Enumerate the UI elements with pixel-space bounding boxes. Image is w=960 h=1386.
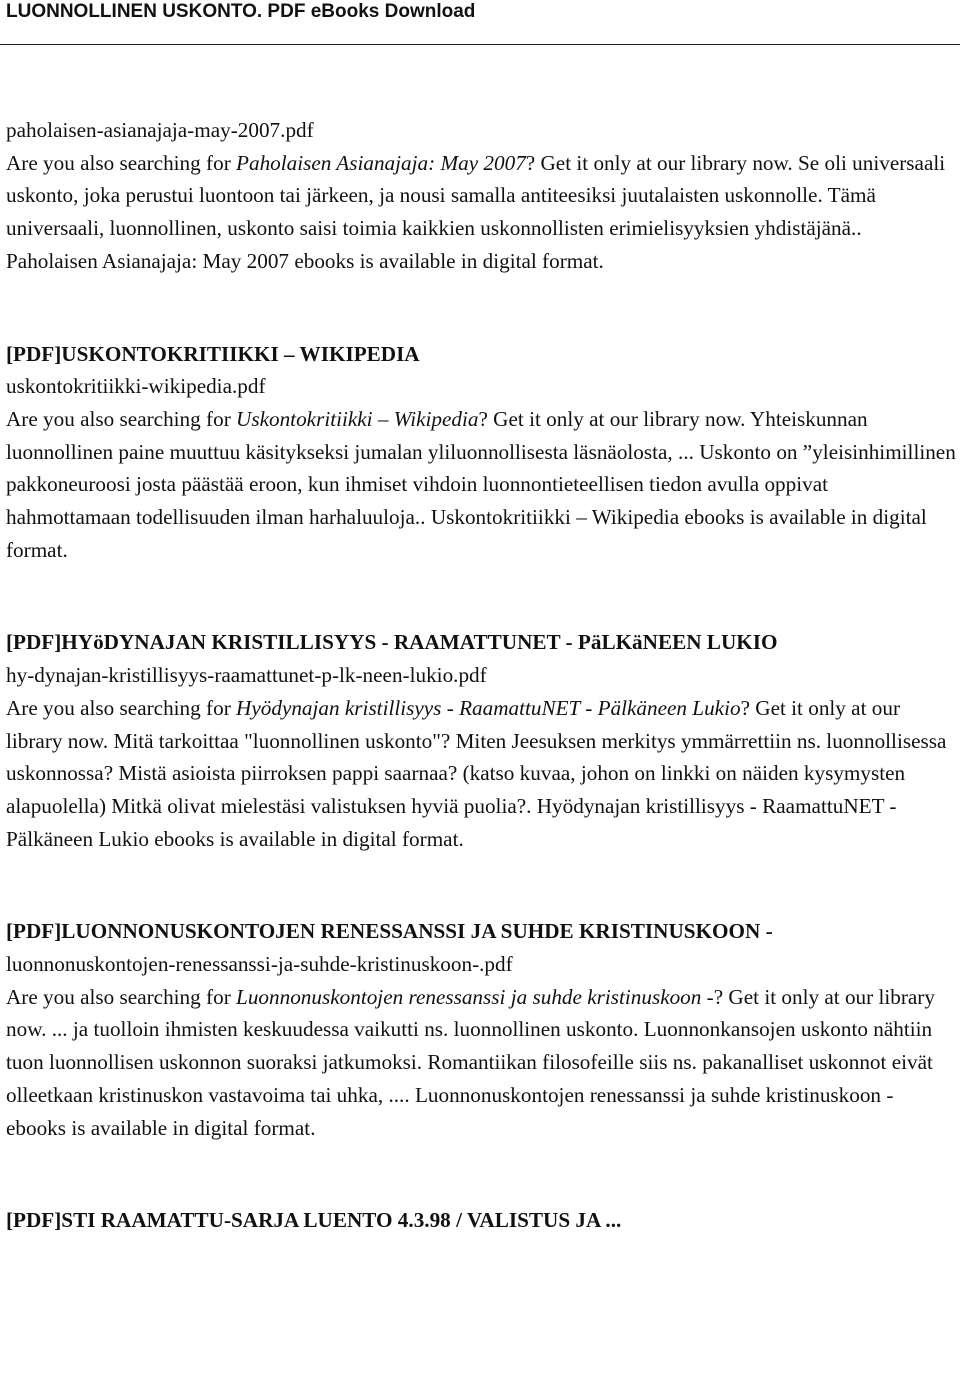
search-title: Uskontokritiikki – Wikipedia bbox=[236, 406, 479, 431]
entry-filename: paholaisen-asianajaja-may-2007.pdf bbox=[6, 118, 314, 142]
page-header bbox=[0, 0, 960, 26]
entry-description bbox=[6, 403, 956, 567]
entry-description bbox=[6, 692, 956, 856]
search-suffix: ? Get it only at our library now. Yhteiskunnan luonnollinen paine muuttuu käsitykseksi jumalan yliluonnollisesta läsnäolosta, ... Uskonto on ”yleisinhimillinen pakkoneuroosi josta päästää eroon, kun ihmiset vihdoin luonnontieteellisen tiedon avulla oppivat hahmottamaan todellisuuden ilman harhaluuloja.. Uskontokritiikki – Wikipedia ebooks is available in digital format. bbox=[6, 406, 956, 562]
header-divider bbox=[0, 44, 960, 45]
ebook-entry bbox=[6, 915, 956, 1144]
ebook-entry bbox=[6, 338, 956, 567]
search-prefix: Are you also searching for bbox=[6, 984, 237, 1009]
header-title: LUONNOLLINEN USKONTO. PDF eBooks Download bbox=[6, 1, 476, 22]
entry-description bbox=[6, 147, 956, 278]
entry-description bbox=[6, 981, 956, 1145]
search-prefix: Are you also searching for bbox=[6, 695, 237, 720]
search-prefix: Are you also searching for bbox=[6, 406, 237, 431]
entry-title[interactable]: [PDF]LUONNONUSKONTOJEN RENESSANSSI JA SUHDE KRISTINUSKOON - bbox=[6, 919, 773, 944]
search-title: Hyödynajan kristillisyys - RaamattuNET - Pälkäneen Lukio bbox=[236, 695, 741, 720]
search-title: Luonnonuskontojen renessanssi ja suhde kristinuskoon - bbox=[236, 984, 714, 1009]
ebook-entry bbox=[6, 626, 956, 855]
document-body bbox=[6, 114, 956, 1237]
search-title: Paholaisen Asianajaja: May 2007 bbox=[236, 150, 526, 175]
ebook-entry bbox=[6, 1204, 956, 1237]
entry-filename: luonnonuskontojen-renessanssi-ja-suhde-kristinuskoon-.pdf bbox=[6, 952, 513, 977]
entry-title[interactable]: [PDF]STI RAAMATTU-SARJA LUENTO 4.3.98 / VALISTUS JA ... bbox=[6, 1208, 622, 1233]
entry-filename: hy-dynajan-kristillisyys-raamattunet-p-lk-neen-lukio.pdf bbox=[6, 663, 487, 688]
search-prefix: Are you also searching for bbox=[6, 150, 237, 175]
search-suffix: ? Get it only at our library now. Mitä tarkoittaa "luonnollinen uskonto"? Miten Jeesuksen merkitys ymmärrettiin ns. luonnollisessa uskonnossa? Mistä asioista piirroksen pappi saarnaa? (katso kuvaa, johon on linkki on näiden kysymysten alapuolella) Mitkä olivat mielestäsi valistuksen hyviä puolia?. Hyödynajan kristillisyys - RaamattuNET - Pälkäneen Lukio ebooks is available in digital format. bbox=[6, 695, 947, 851]
entry-title[interactable]: [PDF]USKONTOKRITIIKKI – WIKIPEDIA bbox=[6, 341, 420, 366]
entry-filename: uskontokritiikki-wikipedia.pdf bbox=[6, 374, 266, 399]
entry-title[interactable]: [PDF]HYöDYNAJAN KRISTILLISYYS - RAAMATTUNET - PäLKäNEEN LUKIO bbox=[6, 630, 778, 655]
search-suffix: ? Get it only at our library now. ... ja tuolloin ihmisten keskuudessa vaikutti ns. luonnollinen uskonto. Luonnonkansojen uskonto nähtiin tuon luonnollisen uskonnon suoraksi jatkumoksi. Romantiikan filosofeille siis ns. pakanalliset uskonnot eivät olleetkaan kristinuskon vastavoima tai uhka, .... Luonnonuskontojen renessanssi ja suhde kristinuskoon - ebooks is available in digital format. bbox=[6, 984, 935, 1140]
ebook-entry bbox=[6, 114, 956, 278]
search-suffix: ? Get it only at our library now. Se oli universaali uskonto, joka perustui luontoon tai järkeen, ja nousi samalla antiteesiksi juutalaisten uskonnolle. Tämä universaali, luonnollinen, uskonto saisi toimia kaikkien uskonnollisten erimielisyyksien yhdistäjänä.. Paholaisen Asianajaja: May 2007 ebooks is available in digital format. bbox=[6, 150, 946, 273]
